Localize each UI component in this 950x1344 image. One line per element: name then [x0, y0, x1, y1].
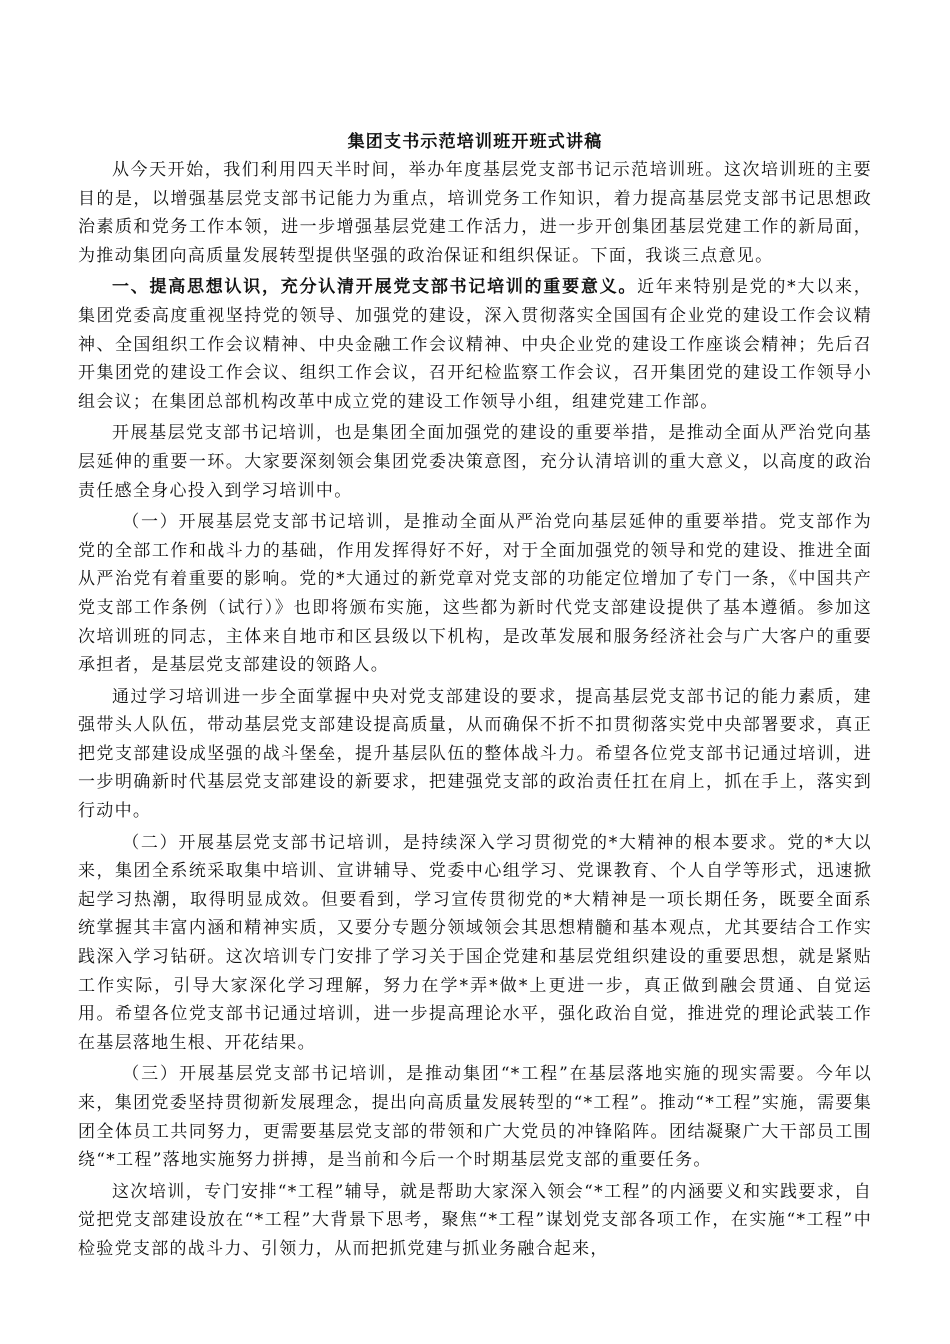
paragraph-text: （二）开展基层党支部书记培训，是持续深入学习贯彻党的*大精神的根本要求。党的*大以来，集团全系统采取集中培训、宣讲辅导、党委中心组学习、党课教育、个人自学等形式，迅速掀起学习热潮，取得明显成效。但要看到，学习宣传贯彻党的*大精神是一项长期任务，既要全面系统掌握其丰富内涵和精神实质，又要分专题分领域领会其思想精髓和基本观点，尤其要结合工作实践深入学习钻研。这次培训专门安排了学习关于国企党建和基层党组织建设的重要思想，就是紧贴工作实际，引导大家深化学习理解，努力在学*弄*做*上更进一步，真正做到融会贯通、自觉运用。希望各位党支部书记通过培训，进一步提高理论水平，强化政治自觉，推进党的理论武装工作在基层落地生根、开花结果。	[78, 832, 872, 1053]
paragraph-text: 近年来特别是党的*大以来，集团党委高度重视坚持党的领导、加强党的建设，深入贯彻落实全国国有企业党的建设工作会议精神、全国组织工作会议精神、中央金融工作会议精神、中央企业党的建设工作座谈会精神；先后召开集团党的建设工作会议、组织工作会议，召开纪检监察工作会议，召开集团党的建设工作领导小组会议；在集团总部机构改革中成立党的建设工作领导小组，组建党建工作部。	[78, 277, 872, 412]
paragraph-section-one	[78, 273, 872, 416]
paragraph-text: 这次培训，专门安排“*工程”辅导，就是帮助大家深入领会“*工程”的内涵要义和实践要求，自觉把党支部建设放在“*工程”大背景下思考，聚焦“*工程”谋划党支部各项工作，在实施“*工程”中检验党支部的战斗力、引领力，从而把抓党建与抓业务融合起来，	[78, 1181, 872, 1259]
document-title: 集团支书示范培训班开班式讲稿	[347, 132, 603, 152]
paragraph-text: 开展基层党支部书记培训，也是集团全面加强党的建设的重要举措，是推动全面从严治党向基层延伸的重要一环。大家要深刻领会集团党委决策意图，充分认清培训的重大意义，以高度的政治责任感全身心投入到学习培训中。	[78, 423, 872, 501]
paragraph-text: （一）开展基层党支部书记培训，是推动全面从严治党向基层延伸的重要举措。党支部作为党的全部工作和战斗力的基础，作用发挥得好不好，对于全面加强党的领导和党的建设、推进全面从严治党有着重要的影响。党的*大通过的新党章对党支部的功能定位增加了专门一条，《中国共产党支部工作条例（试行）》也即将颁布实施，这些都为新时代党支部建设提供了基本遵循。参加这次培训班的同志，主体来自地市和区县级以下机构，是改革发展和服务经济社会与广大客户的重要承担者，是基层党支部建设的领路人。	[78, 512, 872, 676]
paragraph-point-three	[78, 1060, 872, 1174]
paragraph-training-goals	[78, 683, 872, 826]
section-heading: 一、提高思想认识，充分认清开展党支部书记培训的重要意义。	[112, 277, 638, 298]
paragraph-text: 从今天开始，我们利用四天半时间，举办年度基层党支部书记示范培训班。这次培训班的主要目的是，以增强基层党支部书记能力为重点，培训党务工作知识，着力提高基层党支部书记思想政治素质和党务工作本领，进一步增强基层党建工作活力，进一步开创集团基层党建工作的新局面，为推动集团向高质量发展转型提供坚强的政治保证和组织保证。下面，我谈三点意见。	[78, 160, 872, 266]
paragraph-intro	[78, 156, 872, 270]
paragraph-point-two	[78, 829, 872, 1058]
paragraph-project-training	[78, 1178, 872, 1264]
paragraph-point-one	[78, 508, 872, 680]
document-page	[78, 128, 872, 1267]
paragraph-significance	[78, 419, 872, 505]
paragraph-text: （三）开展基层党支部书记培训，是推动集团“*工程”在基层落地实施的现实需要。今年以来，集团党委坚持贯彻新发展理念，提出向高质量发展转型的“*工程”。推动“*工程”实施，需要集团全体员工共同努力，更需要基层党支部的带领和广大党员的冲锋陷阵。团结凝聚广大干部员工围绕“*工程”落地实施努力拼搏，是当前和今后一个时期基层党支部的重要任务。	[78, 1064, 872, 1171]
paragraph-text: 通过学习培训进一步全面掌握中央对党支部建设的要求，提高基层党支部书记的能力素质，建强带头人队伍，带动基层党支部建设提高质量，从而确保不折不扣贯彻落实党中央部署要求，真正把党支部建设成坚强的战斗堡垒，提升基层队伍的整体战斗力。希望各位党支部书记通过培训，进一步明确新时代基层党支部建设的新要求，把建强党支部的政治责任扛在肩上，抓在手上，落实到行动中。	[78, 686, 872, 822]
